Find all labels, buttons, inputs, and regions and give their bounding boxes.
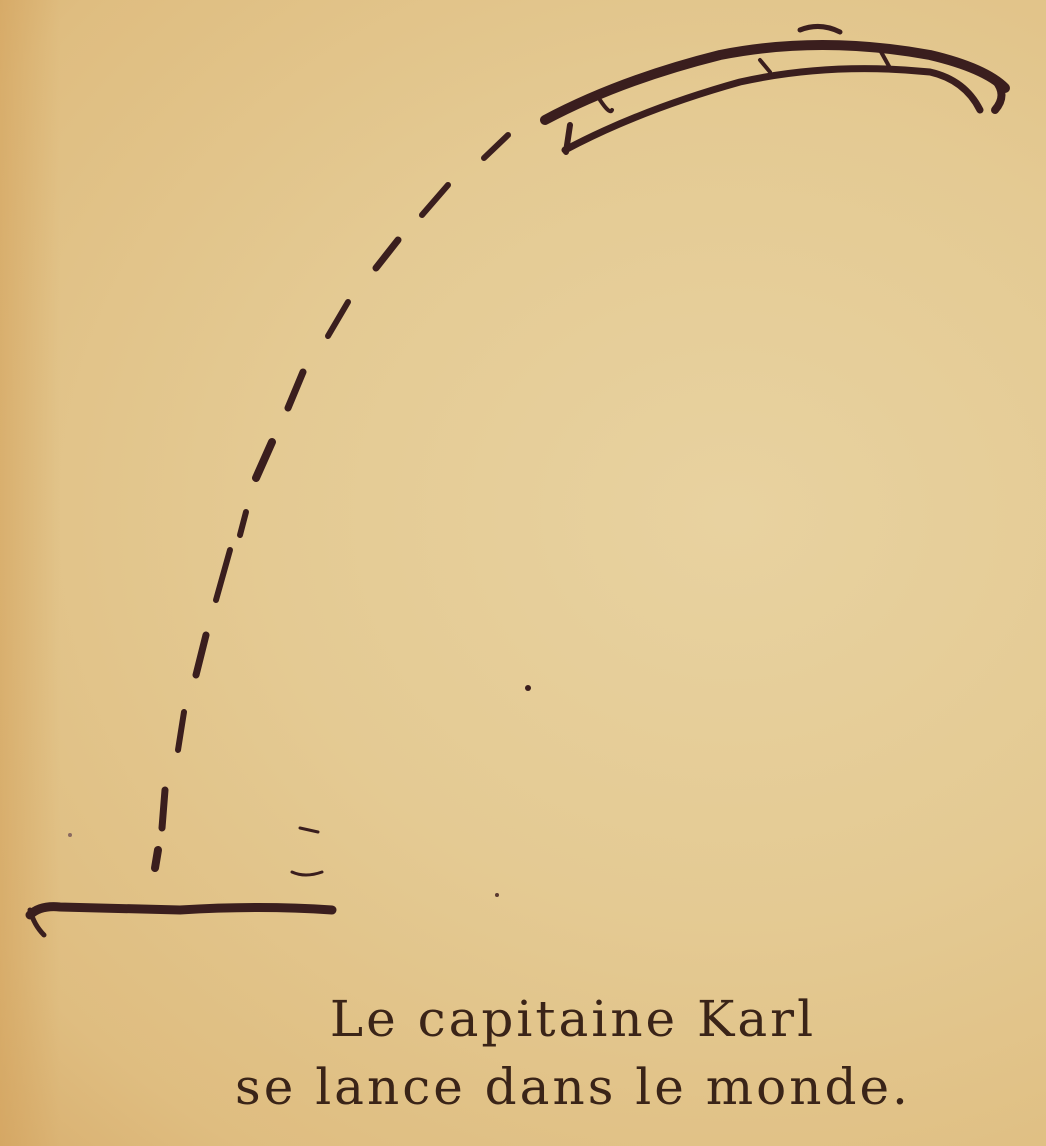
foot-mark [300, 828, 318, 832]
ink-speck [495, 893, 499, 897]
trajectory-dash [484, 135, 508, 158]
dashed-trajectory [155, 135, 508, 868]
trajectory-dash [196, 635, 206, 675]
trajectory-dash [216, 550, 230, 600]
trajectory-dash [422, 185, 448, 215]
trajectory-dash [376, 240, 398, 268]
ink-speck [525, 685, 531, 691]
trajectory-dash [155, 850, 158, 868]
trajectory-dash [256, 442, 272, 478]
ground-line [30, 907, 332, 915]
trajectory-dash [288, 372, 303, 408]
ink-speck [68, 833, 72, 837]
leaping-figure [545, 26, 1005, 152]
caption-line-1: Le capitaine Karl [329, 990, 817, 1048]
trajectory-dash [328, 302, 348, 336]
caption-line-2: se lance dans le monde. [235, 1058, 911, 1116]
trajectory-dash [178, 712, 184, 750]
trajectory-dash [162, 790, 165, 828]
illustration-caption [0, 985, 1046, 1121]
foot-mark [292, 872, 322, 875]
trajectory-dash [240, 512, 246, 535]
